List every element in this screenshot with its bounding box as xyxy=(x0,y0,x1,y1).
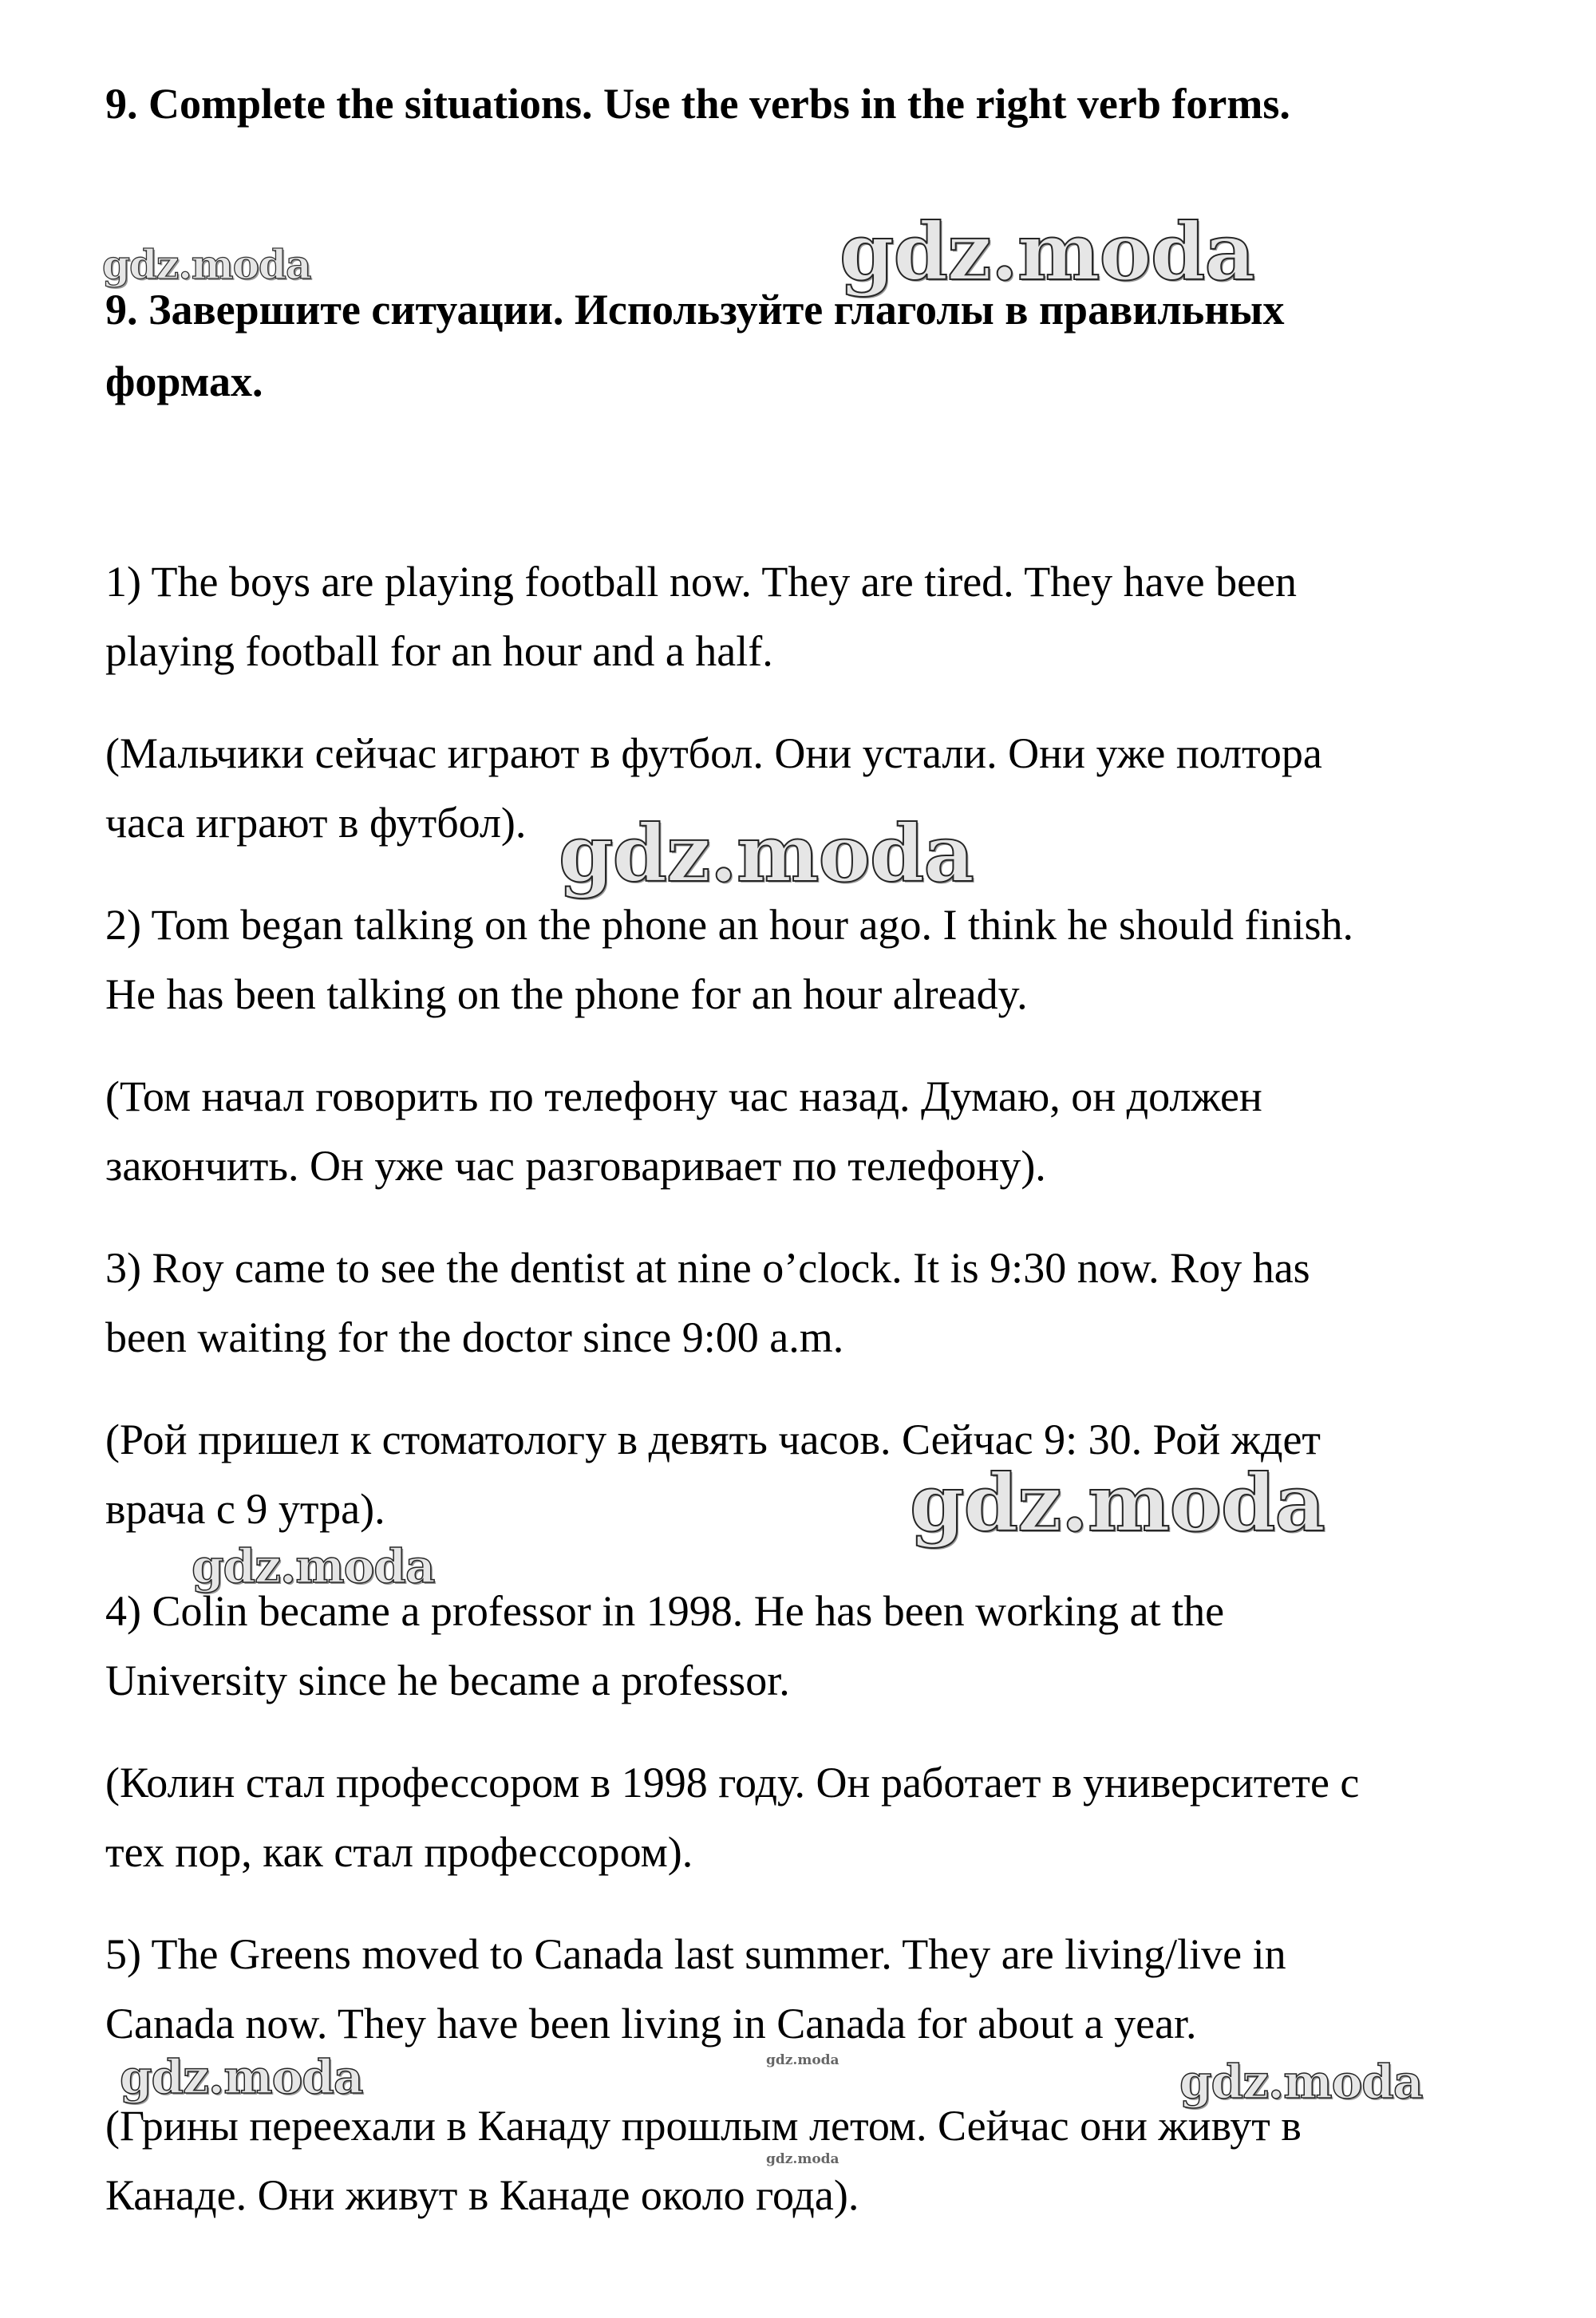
watermark: gdz.moda xyxy=(839,207,1254,298)
heading-english: 9. Complete the situations. Use the verbs in the right verb forms. xyxy=(105,80,1290,128)
watermark: gdz.moda xyxy=(120,2050,363,2104)
item-3-english-line-2: been waiting for the doctor since 9:00 a.m. xyxy=(105,1313,844,1361)
item-4-russian-line-2: тех пор, как стал профессором). xyxy=(105,1828,693,1876)
watermark: gdz.moda xyxy=(102,241,311,288)
item-2-russian-line-1: (Том начал говорить по телефону час назад. Думаю, он должен xyxy=(105,1072,1262,1120)
item-5-english-line-2: Canada now. They have been living in Canada for about a year. xyxy=(105,2000,1197,2048)
item-1-english-line-1: 1) The boys are playing football now. They are tired. They have been xyxy=(105,558,1298,606)
watermark: gdz.moda xyxy=(766,2151,839,2167)
watermark: gdz.moda xyxy=(1179,2055,1423,2109)
item-1-russian-line-2: часа играют в футбол). xyxy=(105,799,527,847)
item-2-english-line-2: He has been talking on the phone for an hour already. xyxy=(105,970,1028,1018)
item-4-english-line-2: University since he became a professor. xyxy=(105,1657,790,1704)
item-1-english-line-2: playing football for an hour and a half. xyxy=(105,627,773,675)
watermark: gdz.moda xyxy=(192,1539,435,1593)
item-5-english-line-1: 5) The Greens moved to Canada last summer. They are living/live in xyxy=(105,1930,1286,1978)
item-4-english-line-1: 4) Colin became a professor in 1998. He has been working at the xyxy=(105,1587,1225,1635)
item-5-russian-line-1: (Грины переехали в Канаду прошлым летом. Сейчас они живут в xyxy=(105,2102,1302,2150)
item-2-russian-line-2: закончить. Он уже час разговаривает по телефону). xyxy=(105,1142,1046,1190)
heading-russian-line-2: формах. xyxy=(105,357,263,405)
item-3-english-line-1: 3) Roy came to see the dentist at nine o’clock. It is 9:30 now. Roy has xyxy=(105,1244,1310,1292)
item-2-english-line-1: 2) Tom began talking on the phone an hour ago. I think he should finish. xyxy=(105,901,1353,949)
item-3-russian-line-1: (Рой пришел к стоматологу в девять часов. Сейчас 9: 30. Рой ждет xyxy=(105,1416,1321,1463)
watermark: gdz.moda xyxy=(910,1458,1325,1550)
item-5-russian-line-2: Канаде. Они живут в Канаде около года). xyxy=(105,2171,859,2219)
item-1-russian-line-1: (Мальчики сейчас играют в футбол. Они устали. Они уже полтора xyxy=(105,729,1322,777)
heading-russian-line-1: 9. Завершите ситуации. Используйте глаголы в правильных xyxy=(105,286,1285,334)
item-3-russian-line-2: врача с 9 утра). xyxy=(105,1485,385,1533)
watermark: gdz.moda xyxy=(559,808,974,900)
watermark: gdz.moda xyxy=(766,2052,839,2068)
item-4-russian-line-1: (Колин стал профессором в 1998 году. Он работает в университете с xyxy=(105,1759,1360,1807)
